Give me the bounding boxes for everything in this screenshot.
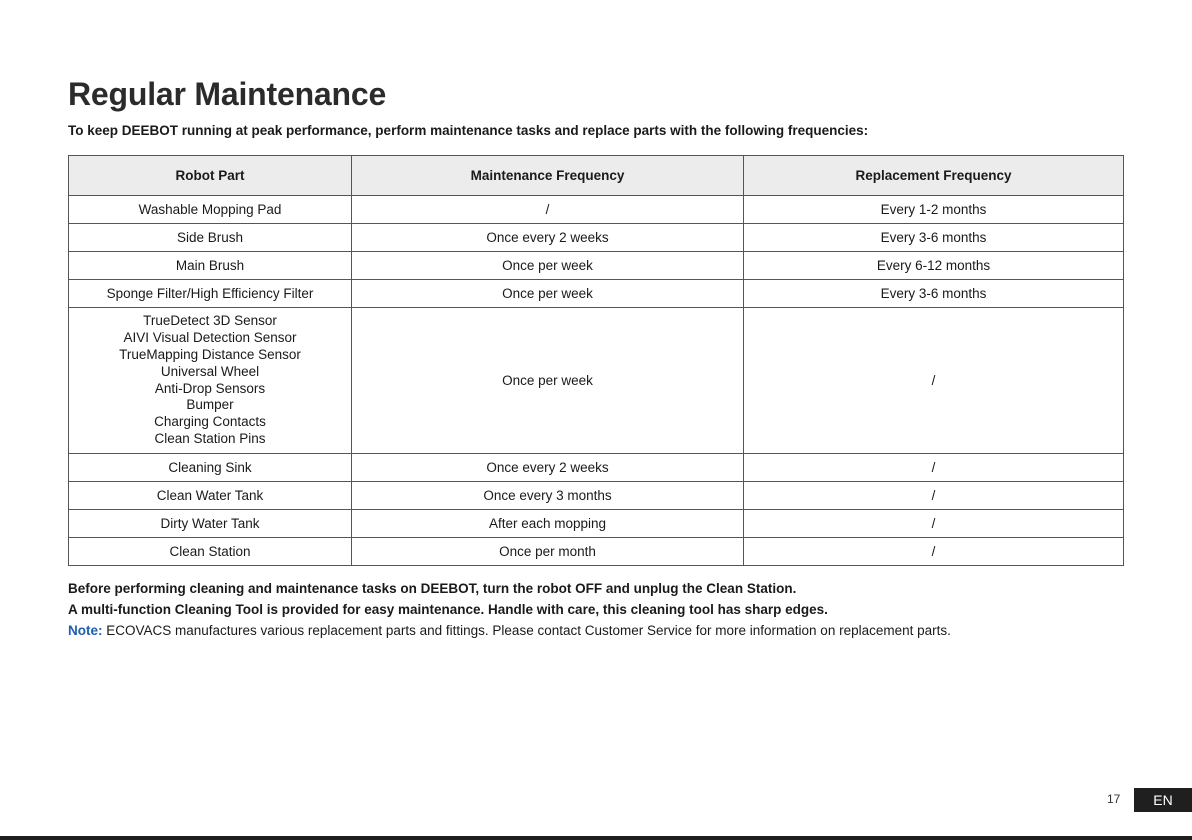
cell-replacement-frequency: / [744,308,1124,454]
table-row [69,538,1124,566]
cell-maintenance-frequency: Once per month [352,538,744,566]
robot-part-name: Charging Contacts [154,414,266,430]
table-row [69,196,1124,224]
cell-robot-part [69,538,352,566]
robot-part-name: Clean Water Tank [156,488,264,503]
cell-replacement-frequency: / [744,538,1124,566]
table-header-row [69,156,1124,196]
table-row [69,454,1124,482]
column-header-robot-part: Robot Part [69,156,352,196]
cell-maintenance-frequency: / [352,196,744,224]
robot-part-name: Dirty Water Tank [160,516,260,531]
cell-robot-part [69,252,352,280]
table-body [69,196,1124,566]
maintenance-notes [68,581,1128,644]
cell-maintenance-frequency: Once every 2 weeks [352,224,744,252]
cell-maintenance-frequency: Once per week [352,308,744,454]
column-header-maintenance-frequency: Maintenance Frequency [352,156,744,196]
robot-part-name: Bumper [186,397,234,413]
cell-replacement-frequency: Every 1-2 months [744,196,1124,224]
robot-part-name: Clean Station Pins [154,430,266,446]
note-text: ECOVACS manufactures various replacement parts and fittings. Please contact Customer Service for more information on replacement parts. [102,623,951,638]
robot-part-name: Sponge Filter/High Efficiency Filter [106,286,314,301]
page-number: 17 [1107,792,1121,806]
cell-maintenance-frequency: Once per week [352,252,744,280]
robot-part-name: Clean Station [169,544,251,559]
robot-part-name: TrueDetect 3D Sensor [143,313,277,329]
cell-maintenance-frequency: Once every 3 months [352,482,744,510]
robot-part-name: Washable Mopping Pad [138,202,282,217]
bottom-rule [0,836,1192,840]
robot-part-name: Anti-Drop Sensors [154,380,266,396]
cell-replacement-frequency: / [744,454,1124,482]
robot-part-name: Universal Wheel [160,363,260,379]
cell-maintenance-frequency: After each mopping [352,510,744,538]
table-row [69,224,1124,252]
cell-maintenance-frequency: Once per week [352,280,744,308]
cell-replacement-frequency: / [744,482,1124,510]
cell-robot-part [69,510,352,538]
cell-robot-part [69,482,352,510]
table-row [69,280,1124,308]
cell-replacement-frequency: Every 6-12 months [744,252,1124,280]
robot-part-name: Cleaning Sink [168,460,252,475]
cell-robot-part [69,196,352,224]
robot-part-name: Main Brush [175,258,245,273]
table-row [69,308,1124,454]
page-subtitle: To keep DEEBOT running at peak performance, perform maintenance tasks and replace parts with the following frequencies: [68,123,869,138]
maintenance-table [68,155,1124,566]
robot-part-name: AIVI Visual Detection Sensor [123,330,297,346]
cell-maintenance-frequency: Once every 2 weeks [352,454,744,482]
cell-robot-part [69,224,352,252]
cell-replacement-frequency: / [744,510,1124,538]
cell-replacement-frequency: Every 3-6 months [744,280,1124,308]
page-title: Regular Maintenance [68,76,387,112]
table-row [69,510,1124,538]
table-row [69,482,1124,510]
robot-part-name: Side Brush [176,230,244,245]
language-badge: EN [1134,788,1192,812]
robot-part-name: TrueMapping Distance Sensor [119,346,301,362]
cell-replacement-frequency: Every 3-6 months [744,224,1124,252]
table-row [69,252,1124,280]
cell-robot-part [69,280,352,308]
cell-robot-part [69,308,352,454]
column-header-replacement-frequency: Replacement Frequency [744,156,1124,196]
safety-warning-power-off: Before performing cleaning and maintenance tasks on DEEBOT, turn the robot OFF and unplug the Clean Station. [68,581,797,596]
safety-warning-cleaning-tool: A multi-function Cleaning Tool is provided for easy maintenance. Handle with care, this cleaning tool has sharp edges. [68,602,828,617]
note-label: Note: [68,623,103,638]
replacement-parts-note [68,623,1128,639]
cell-robot-part [69,454,352,482]
